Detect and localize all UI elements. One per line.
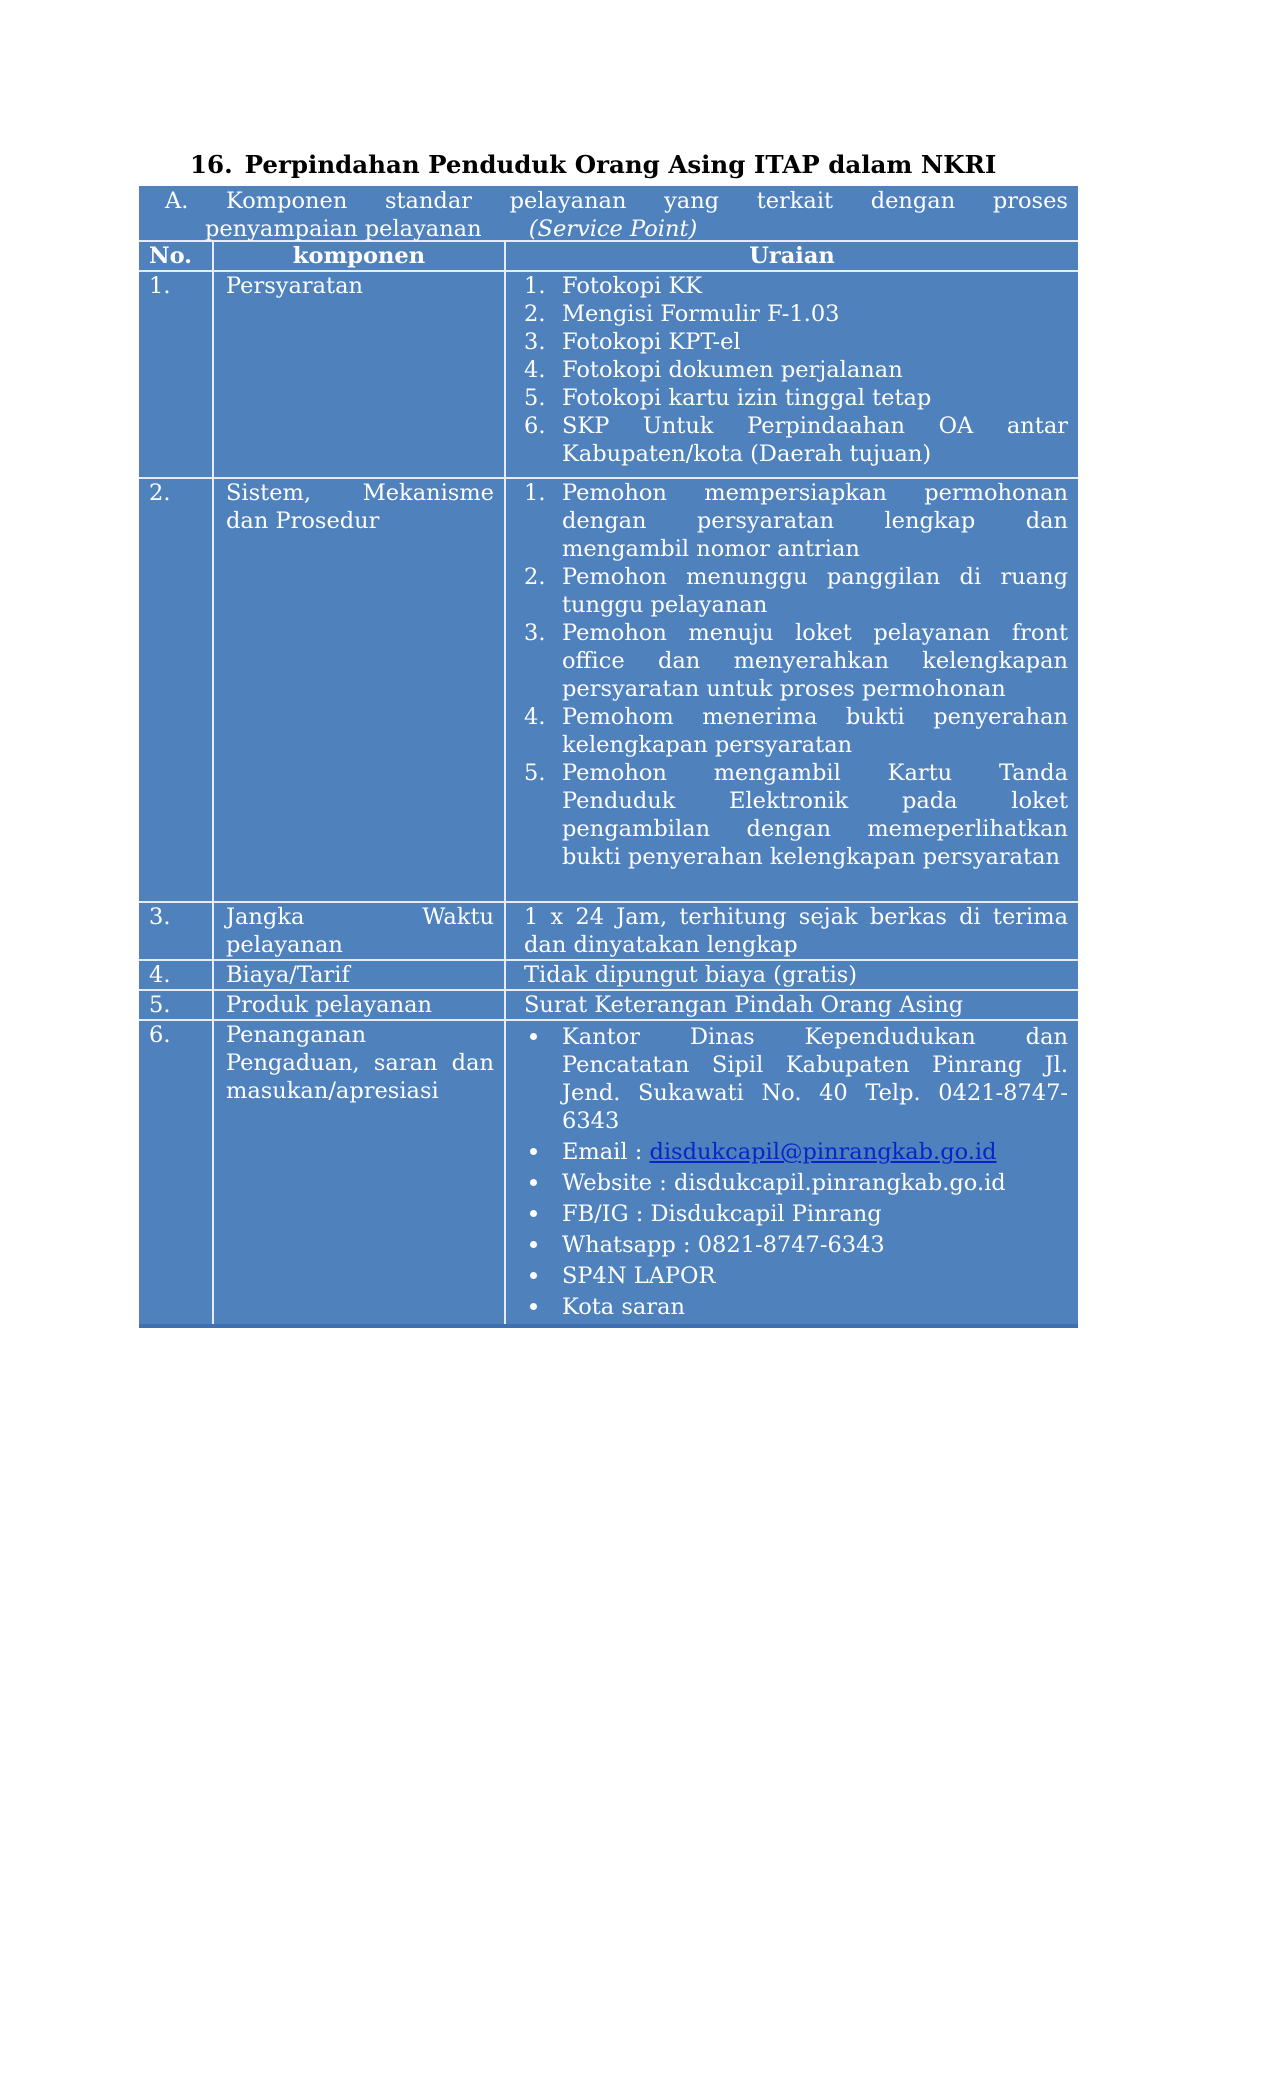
row-component: Sistem, Mekanisme dan Prosedur bbox=[213, 478, 505, 902]
header-component: komponen bbox=[213, 242, 505, 271]
section-number: 16. bbox=[190, 150, 233, 179]
row-number: 2. bbox=[139, 478, 213, 902]
email-link[interactable]: disdukcapil@pinrangkab.go.id bbox=[649, 1139, 997, 1165]
procedure-list bbox=[524, 479, 1068, 871]
row-number: 1. bbox=[139, 271, 213, 478]
header-no: No. bbox=[139, 242, 213, 271]
header-row bbox=[139, 242, 1078, 271]
table-row bbox=[139, 271, 1078, 478]
caption-word: proses bbox=[992, 188, 1068, 214]
row-number: 3. bbox=[139, 902, 213, 960]
list-item: FB/IG : Disdukcapil Pinrang bbox=[524, 1200, 1068, 1228]
table-row bbox=[139, 990, 1078, 1020]
list-item: Whatsapp : 0821-8747-6343 bbox=[524, 1231, 1068, 1259]
service-point-label: (Service Point) bbox=[528, 216, 698, 242]
row-component: Persyaratan bbox=[213, 271, 505, 478]
list-item: 3. Pemohon menuju loket pelayanan front office dan menyerahkan kelengkapan persyaratan untuk proses permohonan bbox=[524, 620, 1068, 702]
row-description: Tidak dipungut biaya (gratis) bbox=[505, 960, 1078, 990]
bullet-icon bbox=[530, 1210, 537, 1217]
header-description: Uraian bbox=[505, 242, 1078, 271]
bullet-icon bbox=[530, 1303, 537, 1310]
list-item: 1. Pemohon mempersiapkan permohonan dengan persyaratan lengkap dan mengambil nomor antrian bbox=[524, 480, 1068, 562]
caption-text: penyampaian pelayanan bbox=[205, 216, 482, 242]
list-item: Email : disdukcapil@pinrangkab.go.id bbox=[524, 1138, 1068, 1166]
service-standard-table bbox=[139, 186, 1078, 1328]
caption-word: yang bbox=[664, 188, 720, 214]
table-row bbox=[139, 1020, 1078, 1324]
bullet-icon bbox=[530, 1179, 537, 1186]
caption-line-1 bbox=[165, 187, 1068, 215]
bullet-icon bbox=[530, 1241, 537, 1248]
row-component: Produk pelayanan bbox=[213, 990, 505, 1020]
list-item: SP4N LAPOR bbox=[524, 1262, 1068, 1290]
row-component: Biaya/Tarif bbox=[213, 960, 505, 990]
caption-word: pelayanan bbox=[509, 188, 627, 214]
row-component: Penanganan Pengaduan, saran dan masukan/apresiasi bbox=[213, 1020, 505, 1324]
caption-word: dengan bbox=[870, 188, 956, 214]
components-table bbox=[139, 242, 1078, 1324]
bullet-icon bbox=[530, 1033, 537, 1040]
list-item: Website : disdukcapil.pinrangkab.go.id bbox=[524, 1169, 1068, 1197]
list-item: 2. Mengisi Formulir F-1.03 bbox=[524, 301, 840, 327]
list-item: 2. Pemohon menunggu panggilan di ruang tunggu pelayanan bbox=[524, 564, 1068, 618]
list-item: 1. Fotokopi KK bbox=[524, 273, 703, 299]
table-row bbox=[139, 902, 1078, 960]
requirements-list bbox=[524, 272, 1068, 468]
section-title: Perpindahan Penduduk Orang Asing ITAP dalam NKRI bbox=[244, 150, 997, 179]
row-number: 4. bbox=[139, 960, 213, 990]
table-row bbox=[139, 960, 1078, 990]
caption-letter: A. bbox=[165, 188, 189, 214]
row-description bbox=[505, 271, 1078, 478]
row-description: Surat Keterangan Pindah Orang Asing bbox=[505, 990, 1078, 1020]
caption-word: standar bbox=[384, 188, 473, 214]
row-number: 6. bbox=[139, 1020, 213, 1324]
list-item: 5. Pemohon mengambil Kartu Tanda Penduduk Elektronik pada loket pengambilan dengan memeperlihatkan bukti penyerahan kelengkapan persyaratan bbox=[524, 760, 1068, 870]
document-title bbox=[190, 150, 996, 179]
list-item: 3. Fotokopi KPT-el bbox=[524, 329, 741, 355]
list-item: 4. Pemohom menerima bukti penyerahan kelengkapan persyaratan bbox=[524, 704, 1068, 758]
row-number: 5. bbox=[139, 990, 213, 1020]
row-description bbox=[505, 478, 1078, 902]
row-component: Jangka Waktu pelayanan bbox=[213, 902, 505, 960]
bullet-icon bbox=[530, 1272, 537, 1279]
list-item: Kantor Dinas Kependudukan dan Pencatatan Sipil Kabupaten Pinrang Jl. Jend. Sukawati No. 40 Telp. 0421-8747-6343 bbox=[524, 1023, 1068, 1135]
caption-word: Komponen bbox=[226, 188, 348, 214]
caption-word: terkait bbox=[756, 188, 834, 214]
table-caption bbox=[139, 186, 1078, 242]
complaint-channels-list bbox=[524, 1023, 1068, 1321]
list-item: Kota saran bbox=[524, 1293, 1068, 1321]
row-description: 1 x 24 Jam, terhitung sejak berkas di terima dan dinyatakan lengkap bbox=[505, 902, 1078, 960]
row-description bbox=[505, 1020, 1078, 1324]
table-row bbox=[139, 478, 1078, 902]
list-item: 6. SKP Untuk Perpindaahan OA antar Kabupaten/kota (Daerah tujuan) bbox=[524, 413, 1068, 467]
list-item: 4. Fotokopi dokumen perjalanan bbox=[524, 357, 903, 383]
bullet-icon bbox=[530, 1148, 537, 1155]
caption-line-2 bbox=[165, 215, 1068, 243]
list-item: 5. Fotokopi kartu izin tinggal tetap bbox=[524, 385, 932, 411]
